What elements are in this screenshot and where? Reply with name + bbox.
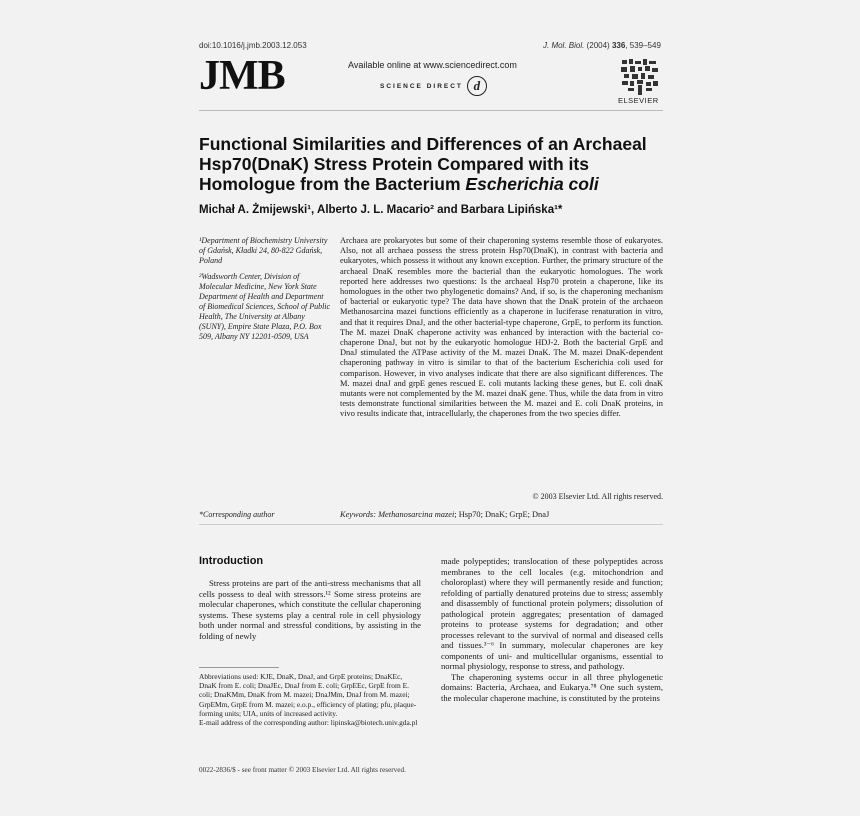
front-matter-note: 0022-2836/$ - see front matter © 2003 Elsevier Ltd. All rights reserved. [199, 766, 406, 774]
affiliation-1: ¹Department of Biochemistry University of Gdańsk, Kładki 24, 80-822 Gdańsk, Poland [199, 236, 328, 265]
doi: doi:10.1016/j.jmb.2003.12.053 [199, 41, 307, 50]
keywords: Keywords: Methanosarcina mazei; Hsp70; DnaK; GrpE; DnaJ [340, 510, 550, 519]
introduction-column-2: made polypeptides; translocation of these polypeptides across membranes to the cell locales (e.g. mitochondrion and choloroplast) where they will permanently reside and function; refolding of partially denatured proteins due to stress; assembly and disassembly of functional protein polymers; dissolution of pathological protein aggregates; presentation of damaged proteins to protease systems for degradation; and other processes relevant to the survival of normal and diseased cells and tissues.³⁻⁶ In summary, molecular chaperones are key components of uni- and multicellular organisms, essential to normal physiology, response to stress, and pathology. The chaperoning systems occur in all three phylogenetic domains: Bacteria, Archaea, and Eukarya.⁷⁸ One such system, the molecular chaperone machine, is constituted by the proteins [441, 556, 663, 703]
footnote-divider [199, 667, 279, 668]
sciencedirect-mark-icon: d [467, 76, 487, 96]
header-divider [199, 110, 663, 111]
elsevier-tree-icon [620, 58, 660, 96]
publisher-name: ELSEVIER [618, 96, 659, 105]
authors: Michał A. Żmijewski¹, Alberto J. L. Macario² and Barbara Lipińska¹* [199, 204, 563, 216]
footnotes [199, 672, 421, 727]
corresponding-author-note: *Corresponding author [199, 510, 275, 519]
affiliation-2: ²Wadsworth Center, Division of Molecular Medicine, New York State Department of Health and Department of Biomedical Sciences, School of Public Health, The University at Albany (SUNY), Empire State Plaza, P.O. Box 509, Albany NY 12201-0509, USA [199, 272, 331, 341]
sciencedirect-logo: SCIENCE DIRECT d [380, 76, 487, 96]
available-online: Available online at www.sciencedirect.com [348, 60, 517, 70]
introduction-column-1: Stress proteins are part of the anti-stress mechanisms that all cells possess to deal with stressors.¹² Some stress proteins are molecular chaperones, which constitute the cellular chaperoning systems. These systems play a central role in cell physiology both under normal and stressful conditions, by assisting in the folding of newly [199, 578, 421, 641]
abstract-divider [199, 524, 663, 525]
copyright: © 2003 Elsevier Ltd. All rights reserved. [532, 492, 663, 501]
abbreviations-footnote: Abbreviations used: KJE, DnaK, DnaJ, and GrpE proteins; DnaKEc, DnaK from E. coli; DnaJEc, DnaJ from E. coli; GrpEEc, GrpE from E. coli; DnaKMm, DnaK from M. mazei; DnaJMm, DnaJ from M. mazei; GrpEMm, GrpE from M. mazei; e.o.p., efficiency of plating; pfu, plaque-forming units; UIA, units of increased activity. [199, 672, 417, 718]
affiliations [199, 236, 331, 348]
email-footnote: E-mail address of the corresponding author: lipinska@biotech.univ.gda.pl [199, 718, 418, 728]
article-title: Functional Similarities and Differences of an Archaeal Hsp70(DnaK) Stress Protein Compared with its Homologue from the Bacterium Escherichia coli [199, 134, 647, 194]
journal-logo: JMB [199, 53, 285, 99]
journal-reference: J. Mol. Biol. (2004) 336, 539–549 [543, 41, 661, 50]
abstract: Archaea are prokaryotes but some of their chaperoning systems resemble those of eukaryotes. Also, not all archaea possess the stress protein Hsp70(DnaK), in contrast with bacteria and eukaryotes, which possess it without any known exception. Further, the primary structure of the archaeal DnaK resembles more the bacterial than the eukaryotic homologues. The work reported here addresses two questions: Is the archaeal Hsp70 protein a chaperone, like its homologues in the other two phylogenetic domains? And, if so, is the chaperoning mechanism of bacterial or eukaryotic type? The data have shown that the DnaK protein of the archaeon Methanosarcina mazei functions efficiently as a chaperone in luciferase renaturation in vitro, and that it requires DnaJ, and the other bacterial-type chaperone, GrpE, to perform its function. The M. mazei DnaK chaperone activity was enhanced by interaction with the bacterial co-chaperone DnaJ, but not by the eukaryotic homologue HDJ-2. Both the bacterial GrpE and DnaJ stimulated the ATPase activity of the M. mazei DnaK. The M. mazei DnaK-dependent chaperoning pathway in vitro is similar to that of the bacterium Escherichia coli used for comparison. However, in vivo analyses indicate that there are also significant differences. The M. mazei dnaJ and grpE genes rescued E. coli mutants lacking these genes, but E. coli dnaK mutants were not complemented by the M. mazei dnaK gene. Thus, while the data from in vitro tests demonstrate functional similarities between the M. mazei and E. coli DnaK proteins, in vivo results indicate that, intracellularly, the chaperones from the two species differ. [340, 236, 663, 419]
section-heading-introduction: Introduction [199, 555, 264, 567]
